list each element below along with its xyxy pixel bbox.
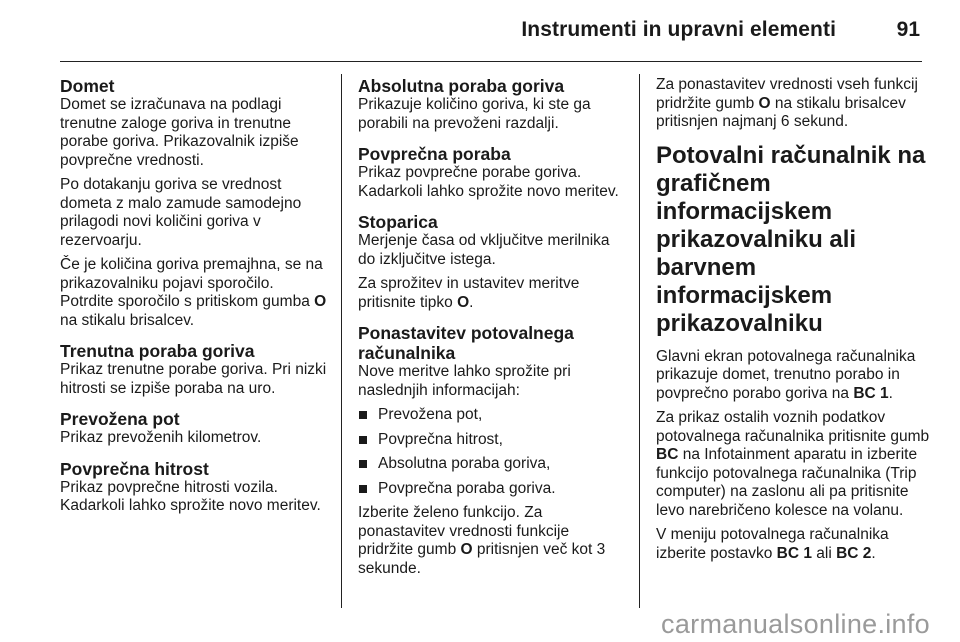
paragraph — [60, 256, 330, 330]
paragraph: Po dotakanju goriva se vrednost dometa z malo zamude samodejno prilagodi novi količini goriva v rezervoarju. — [60, 176, 302, 249]
section-heading: Trenutna poraba goriva — [60, 341, 255, 361]
paragraph: Domet se izračunava na podlagi trenutne zaloge goriva in trenutne porabe goriva. Prikazovalnik izpiše povprečne vrednosti. — [60, 96, 299, 169]
key-label: O — [460, 541, 473, 558]
section-hitrost — [60, 459, 330, 516]
list-item-text: Prevožena pot, — [378, 406, 483, 423]
section-povprecna — [358, 144, 628, 201]
key-label: BC 1 — [853, 384, 889, 402]
list-item — [358, 480, 628, 499]
bullet-list — [358, 406, 628, 498]
key-label: O — [314, 293, 327, 310]
column-1 — [60, 76, 330, 527]
page-number: 91 — [896, 18, 920, 41]
paragraph — [358, 275, 628, 312]
column-divider-2 — [639, 74, 640, 608]
page-header — [0, 0, 960, 60]
section-prevozena — [60, 409, 330, 448]
key-label: BC 1 — [776, 544, 812, 562]
section-heading: Povprečna hitrost — [60, 458, 209, 479]
text-run: V meniju potovalnega računalnika izberite postavko — [656, 526, 889, 562]
section-trenutna — [60, 341, 330, 398]
text-run: . — [469, 293, 474, 311]
section-absolutna — [358, 76, 628, 133]
paragraph: Prikaz trenutne porabe goriva. Pri nizki hitrosti se izpiše poraba na uro. — [60, 361, 327, 397]
paragraph — [656, 526, 930, 563]
paragraph: Prikaz povprečne porabe goriva. Kadarkoli lahko sprožite novo meritev. — [358, 164, 619, 200]
text-run: Izberite želeno funkcijo. Za ponastavitev vrednosti funkcije pridržite gumb — [358, 504, 570, 558]
list-item — [358, 455, 628, 474]
text-run: pritisnjen več kot 3 sekunde. — [358, 541, 606, 577]
list-item-text: Absolutna poraba goriva, — [378, 455, 551, 472]
section-domet — [60, 76, 330, 330]
text-run: na stikalu brisalcev pritisnjen najmanj 6 sekund. — [656, 94, 906, 130]
section-heading: Prevožena pot — [60, 409, 180, 429]
text-run: Za sprožitev in ustavitev meritve pritisnite tipko — [358, 275, 580, 311]
text-run: Za ponastavitev vrednosti vseh funkcij pridržite gumb — [656, 76, 918, 112]
column-divider-1 — [341, 74, 342, 608]
list-item-text: Povprečna poraba goriva. — [378, 479, 556, 497]
list-item — [358, 406, 628, 425]
text-run: na Infotainment aparatu in izberite funkcijo potovalnega računalnika (Trip computer) na zaslonu ali pa pritisnite levo narebričeno kolesce na volanu. — [656, 446, 918, 519]
bullet-icon — [359, 436, 367, 444]
key-label: O — [758, 94, 771, 112]
paragraph: Merjenje časa od vključitve merilnika do izključitve istega. — [358, 232, 610, 268]
list-item — [358, 431, 628, 450]
text-run: Glavni ekran potovalnega računalnika prikazuje domet, trenutno porabo in povprečno porabo goriva na — [656, 347, 916, 402]
paragraph: Prikazuje količino goriva, ki ste ga porabili na prevoženi razdalji. — [358, 96, 591, 132]
key-label: BC — [656, 446, 679, 463]
bullet-icon — [359, 485, 367, 493]
section-heading: Povprečna poraba — [358, 144, 511, 164]
paragraph — [358, 504, 628, 578]
section-heading: Ponastavitev potovalnega računalnika — [358, 323, 574, 363]
section-heading: Domet — [60, 76, 115, 96]
section-stoparica — [358, 212, 628, 312]
column-3 — [656, 76, 930, 569]
section-heading-large: Potovalni računalnik na grafičnem informacijskem prikazovalniku ali barvnem informacijskem prikazovalniku — [656, 141, 926, 337]
column-2 — [358, 76, 628, 589]
section-heading: Absolutna poraba goriva — [358, 76, 565, 96]
key-label: O — [457, 293, 470, 311]
watermark: carmanualsonline.info — [661, 609, 930, 639]
text-run: Če je količina goriva premajhna, se na prikazovalniku pojavi sporočilo. Potrdite sporočilo s pritiskom gumba — [60, 256, 323, 310]
bullet-icon — [359, 460, 367, 468]
text-run: ali — [811, 544, 837, 562]
paragraph: Nove meritve lahko sprožite pri naslednjih informacijah: — [358, 363, 571, 399]
paragraph — [656, 348, 930, 404]
page-title: Instrumenti in upravni elementi — [521, 18, 836, 41]
section-heading: Stoparica — [358, 212, 438, 232]
list-item-text: Povprečna hitrost, — [378, 430, 503, 448]
text-run: Za prikaz ostalih voznih podatkov potovalnega računalnika pritisnite gumb — [656, 409, 930, 445]
section-ponastavitev — [358, 323, 628, 578]
paragraph: Prikaz prevoženih kilometrov. — [60, 429, 262, 446]
paragraph — [656, 409, 930, 520]
paragraph: Prikaz povprečne hitrosti vozila. Kadarkoli lahko sprožite novo meritev. — [60, 478, 321, 514]
paragraph — [656, 76, 930, 132]
text-run: . — [888, 384, 893, 402]
text-run: na stikalu brisalcev. — [60, 311, 195, 329]
bullet-icon — [359, 411, 367, 419]
header-divider — [60, 61, 922, 62]
key-label: BC 2 — [836, 544, 872, 562]
text-run: . — [871, 544, 876, 562]
